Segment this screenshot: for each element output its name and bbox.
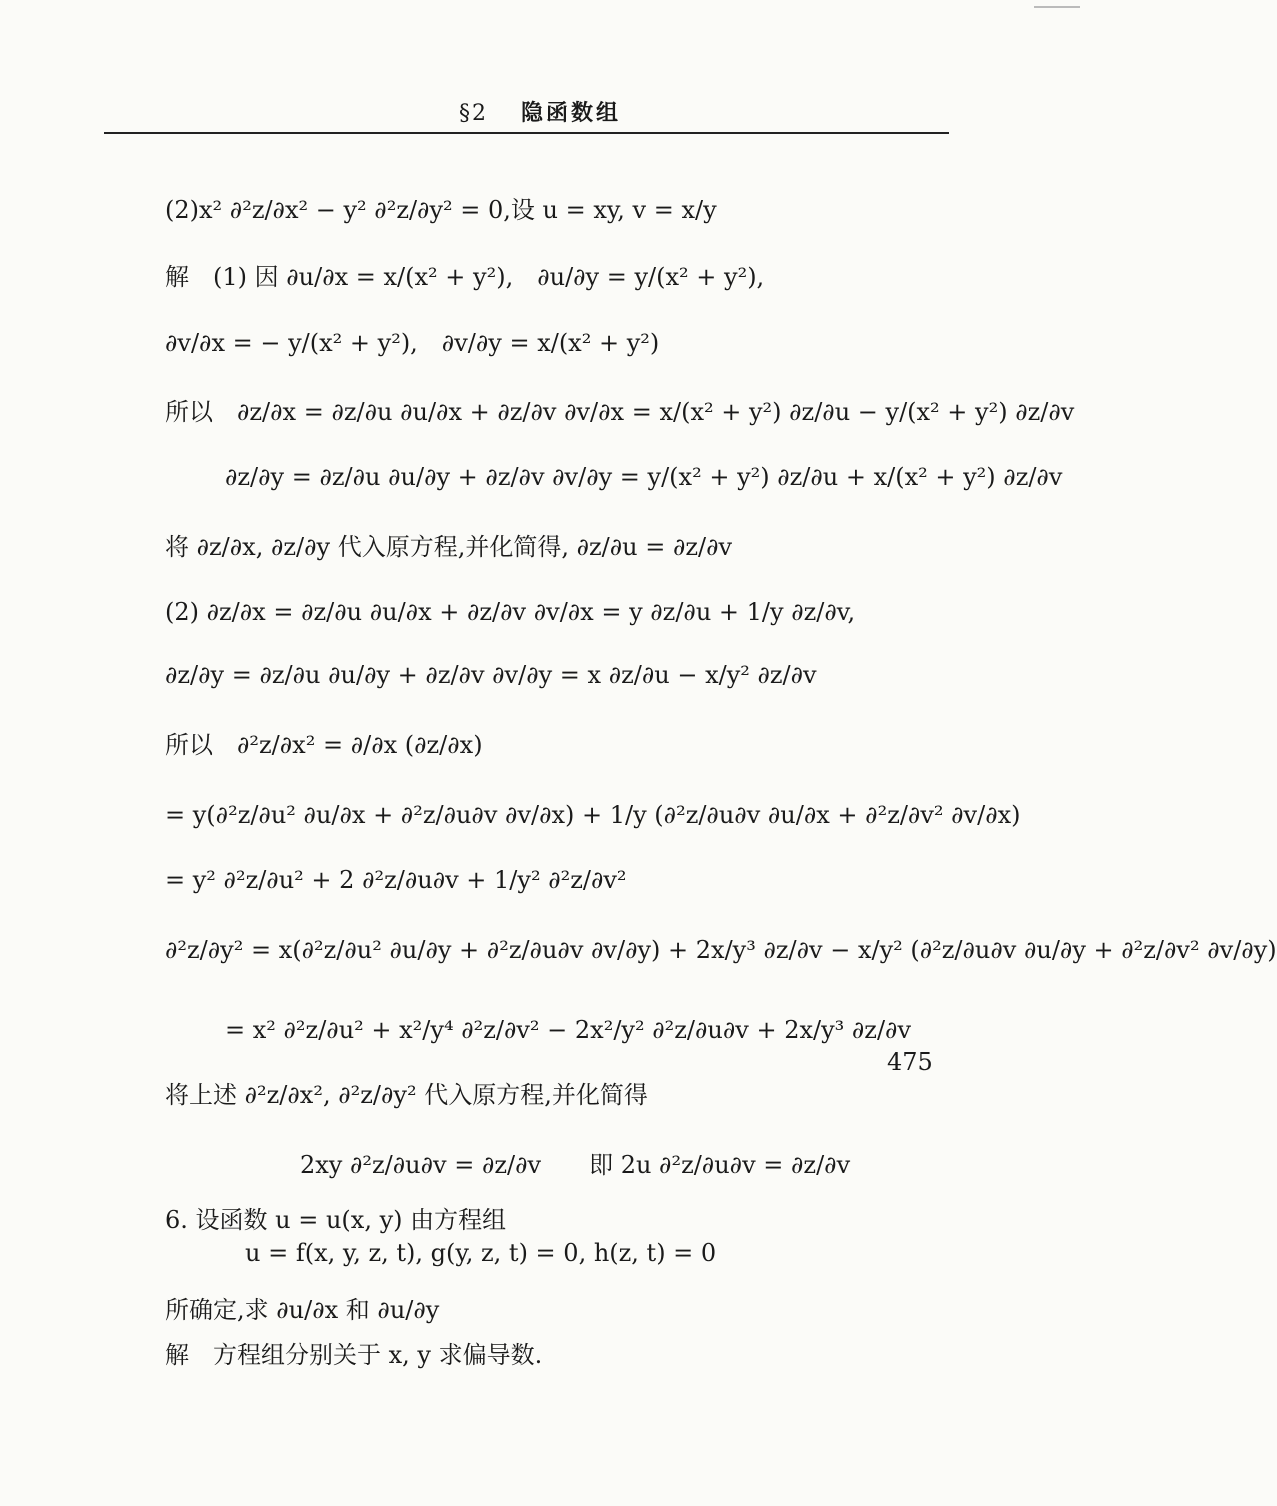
text-line: 将上述 ∂²z/∂x², ∂²z/∂y² 代入原方程,并化简得 <box>165 1081 648 1109</box>
text-line: ∂z/∂y = ∂z/∂u ∂u/∂y + ∂z/∂v ∂v/∂y = x ∂z/∂u − x/y² ∂z/∂v <box>165 661 817 689</box>
text-line: ∂²z/∂y² = x(∂²z/∂u² ∂u/∂y + ∂²z/∂u∂v ∂v/∂y) + 2x/y³ ∂z/∂v − x/y² (∂²z/∂u∂v ∂u/∂y + ∂²z/∂v² ∂v/∂y) <box>165 936 1277 964</box>
text-line: (2)x² ∂²z/∂x² − y² ∂²z/∂y² = 0,设 u = xy, v = x/y <box>165 196 717 224</box>
section-title: 隐函数组 <box>521 101 622 126</box>
text-line: 2xy ∂²z/∂u∂v = ∂z/∂v 即 2u ∂²z/∂u∂v = ∂z/∂v <box>300 1151 851 1179</box>
page-number: 475 <box>887 1048 933 1076</box>
text-line: ∂v/∂x = − y/(x² + y²), ∂v/∂y = x/(x² + y²) <box>165 329 660 357</box>
text-line: ∂z/∂y = ∂z/∂u ∂u/∂y + ∂z/∂v ∂v/∂y = y/(x² + y²) ∂z/∂u + x/(x² + y²) ∂z/∂v <box>225 463 1063 491</box>
text-line: 所以 ∂z/∂x = ∂z/∂u ∂u/∂x + ∂z/∂v ∂v/∂x = x/(x² + y²) ∂z/∂u − y/(x² + y²) ∂z/∂v <box>165 398 1075 426</box>
corner-mark <box>1034 0 1080 8</box>
text-line: 将 ∂z/∂x, ∂z/∂y 代入原方程,并化简得, ∂z/∂u = ∂z/∂v <box>165 533 733 561</box>
text-line: = y² ∂²z/∂u² + 2 ∂²z/∂u∂v + 1/y² ∂²z/∂v² <box>165 866 627 894</box>
running-header <box>0 96 1080 127</box>
text-line: = x² ∂²z/∂u² + x²/y⁴ ∂²z/∂v² − 2x²/y² ∂²z/∂u∂v + 2x/y³ ∂z/∂v <box>225 1016 912 1044</box>
text-line: 所确定,求 ∂u/∂x 和 ∂u/∂y <box>165 1296 440 1324</box>
header-rule <box>104 132 949 134</box>
text-line: 所以 ∂²z/∂x² = ∂/∂x (∂z/∂x) <box>165 731 483 759</box>
text-line: 解 方程组分别关于 x, y 求偏导数. <box>165 1341 543 1369</box>
text-line: 6. 设函数 u = u(x, y) 由方程组 <box>165 1206 507 1234</box>
text-line: 解 (1) 因 ∂u/∂x = x/(x² + y²), ∂u/∂y = y/(x² + y²), <box>165 263 765 291</box>
text-line: u = f(x, y, z, t), g(y, z, t) = 0, h(z, t) = 0 <box>245 1239 717 1267</box>
text-line: (2) ∂z/∂x = ∂z/∂u ∂u/∂x + ∂z/∂v ∂v/∂x = y ∂z/∂u + 1/y ∂z/∂v, <box>165 598 856 626</box>
text-line: = y(∂²z/∂u² ∂u/∂x + ∂²z/∂u∂v ∂v/∂x) + 1/y (∂²z/∂u∂v ∂u/∂x + ∂²z/∂v² ∂v/∂x) <box>165 801 1021 829</box>
section-number: §2 <box>458 101 488 126</box>
